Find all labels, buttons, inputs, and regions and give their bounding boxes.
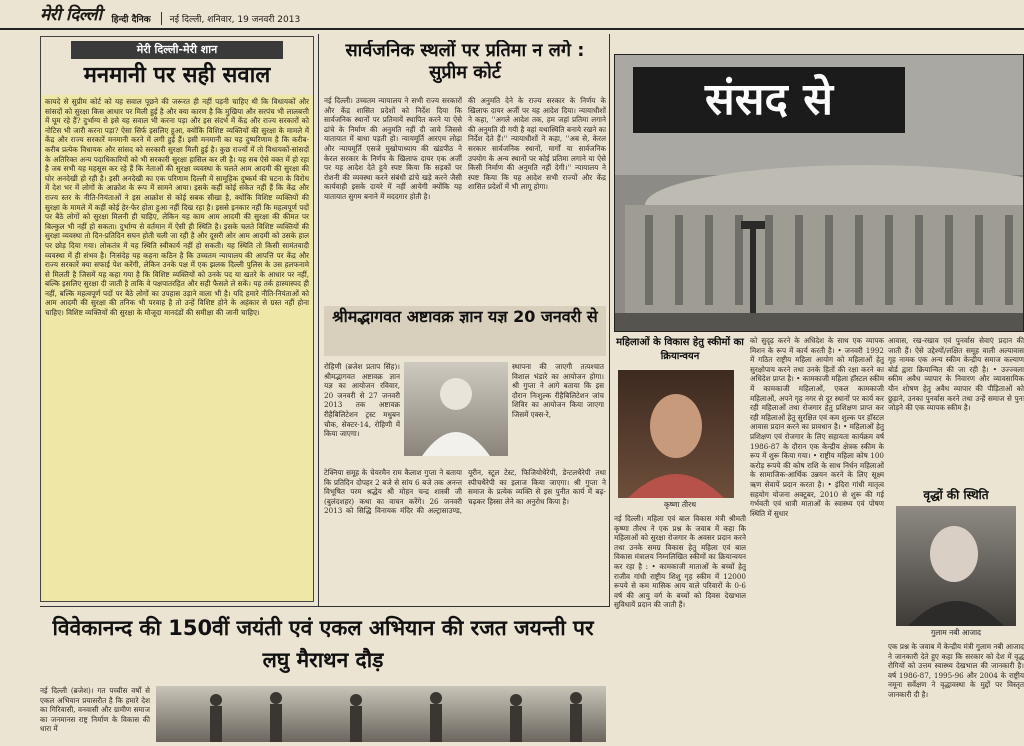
left-story	[40, 36, 314, 602]
section-rule	[40, 606, 610, 607]
bottom-story-headline: विवेकानन्द की 150वीं जयंती एवं एकल अभियान की रजत जयन्ती पर लघु मैराथन दौड़	[52, 616, 594, 672]
ghulam-nabi-azad-photo	[896, 506, 1016, 626]
sansad-banner-title: संसद से	[633, 67, 905, 133]
person-photo-icon	[404, 362, 508, 456]
elderly-headline: वृद्धों की स्थिति	[923, 488, 989, 502]
elderly-intro: आवास, रख-रखाव एवं पुनर्वास सेवाएं प्रदान की जाती हैं। ऐसे उद्देश्यों/लक्षित समूह वाली अल्पावास गृह नामक एक अन्य स्कीम केन्द्रीय समाज कल्याण बोर्ड द्वारा क्रियान्वित की जा रही है। • उज्ज्वला स्कीम अवैध व्यापार के निवारण और व्यावसायिक यौन शोषण हेतु अवैध व्यापार की पीड़िताओं को छुड़ाने, उनका पुनर्वास करने तथा उन्हें समाज से पुनः जोड़ने की एक व्यापक स्कीम है।	[888, 336, 1024, 413]
left-story-body: कायदे से सुप्रीम कोर्ट को यह सवाल पूछने की जरूरत ही नहीं पड़नी चाहिए थी कि विधायकों और सांसदों को सुरक्षा किस आधार पर मिली हुई है और क्या कारण है कि मुखिया और सरपंच भी लालबत्ती में घूम रहे हैं? दुर्भाग्य से इसे यह सवाल भी करना पड़ा और इस संदर्भ में केंद्र और राज्य सरकारों को नोटिस भी जारी करना पड़ा? ऐसा सिर्फ इसलिए हुआ, क्योंकि विशिष्ट व्यक्तियों की सुरक्षा के मामले में केंद्र और राज्य सरकारें मनमानी करने में लगी हुई हैं। इसी मनमानी का यह दुष्परिणाम है कि करीब-करीब प्रत्येक विधायक और सांसद को सरकारी सुरक्षा मिली हुई है। कुछ राज्यों में तो विधायकों-सांसदों के अतिरिक्त अन्य पदाधिकारियों को भी सरकारी सुरक्षा हासिल कर ली है। यह सब ऐसे वक्त में हो रहा है जब सभी यह महसूस कर रहे हैं कि नेताओं की सुरक्षा व्यवस्था के चलते आम आदमी की सुरक्षा की घोर अनदेखी हो रही है। इसी अनदेखी का एक परिणाम दिल्ली में सामूहिक दुष्कर्म की घटना के विरोध में देश भर में लोगों के आक्रोश के रूप में सामने आया। इसके कहीं कोई संकेत नहीं हैं कि केंद्र और राज्य स्तर के नीति-नियंताओं ने इस आक्रोश से कोई सबक सीखा है, क्योंकि विशिष्ट व्यक्तियों की सुरक्षा के मामले में कहीं कोई हेर-फेर होता हुआ नहीं दिख रहा है। इससे इनकार नहीं कि महत्वपूर्ण पदों पर बैठे लोगों को सुरक्षा मिलनी ही चाहिए, लेकिन यह काम आम आदमी की सुरक्षा की कीमत पर बिल्कुल भी नहीं हो सकता। दुर्भाग्य से वर्तमान में ऐसी ही स्थिति है। इसके चलते विशिष्ट व्यक्तियों की सुरक्षा व्यवस्था तो दिन-प्रतिदिन सघन होती चली जा रही है और दूसरी ओर आम आदमी को उसके हाल पर छोड़ दिया गया। लोकतंत्र में यह स्थिति स्वीकार्य नहीं हो सकती। यह स्थिति तो किसी सामंतवादी व्यवस्था में ही संभव है। निःसंदेह यह कहना कठिन है कि उच्चतम न्यायालय की आपत्ति पर केंद्र और राज्य सरकारें क्या सफाई पेश करेंगी, लेकिन उनके पक्ष में एक झलक दिल्ली पुलिस के उस हलफनामे से मिलती है जिसमें यह कहा गया है कि विशिष्ट व्यक्तियों को उनके पद या खतरे के आधार पर नहीं, बल्कि इसलिए सुरक्षा दी जाती है ताकि वे पक्षपातरहित और सही फैसले ले सकें। यह तर्क हास्यास्पद ही नहीं, बल्कि महत्वपूर्ण पदों पर बैठे लोगों का उपहास उड़ाने वाला भी है। यदि हमारे नीति-नियंताओं को आम आदमी की सुरक्षा की तनिक भी परवाह है तो उन्हें विशिष्ट होने के अहंकार से ग्रस्त नहीं होना चाहिए। विशिष्ट व्यक्तियों की सुरक्षा के मौजूदा मानदंडों की समीक्षा की जानी चाहिए।	[41, 95, 313, 601]
person-photo-icon	[618, 370, 734, 498]
krishna-tirath-photo	[618, 370, 734, 498]
column-rule	[318, 34, 319, 606]
marathon-photo	[156, 686, 606, 742]
women-story	[614, 336, 746, 746]
center-story-body-right: की अनुमति देने के राज्य सरकार के निर्णय के खिलाफ दायर अर्जी पर यह आदेश दिया। न्यायाधीशों ने कहा, ''अगले आदेश तक, हम जहां प्रतिमा लगाने की अनुमति दी गयी है वहां यथास्थिति बनाये रखने का निर्देश देते हैं।'' न्यायाधीशों ने कहा, ''अब से, केरल सरकार सार्वजनिक स्थानों, मार्गों या सार्वजनिक उपयोग के अन्य स्थानों पर कोई प्रतिमा लगाने या ऐसे किसी निर्माण की अनुमति नहीं देगी।'' न्यायालय ने स्पष्ट किया कि यह आदेश सभी राज्यों और केंद्र शासित प्रदेशों में भी लागू होगा।	[468, 96, 606, 192]
bottom-story-body: नई दिल्ली (ब्रजेश)। गत पच्चीस वर्षों से एकल अभियान प्रयासरीत है कि हमारे देश का गिरिवासी, वनवासी और ग्रामीण समाज का जनमानस राष्ट्र निर्माण के विकास की धारा में	[40, 686, 150, 734]
yagya-body-left: रोहिणी (ब्रजेश प्रताप सिंह)। श्रीमद्भागवत अष्टावक्र ज्ञान यज्ञ का आयोजन रविवार, 20 जनवरी से 27 जनवरी 2013 तक अष्टावक्र रीहैबिलिटेशन ट्रस्ट मधुबन चौक, सेक्टर-14, रोहिणी में किया जाएगा।	[324, 362, 400, 439]
masthead-dateline: नई दिल्ली, शनिवार, 19 जनवरी 2013	[161, 12, 301, 25]
masthead	[0, 0, 1024, 30]
elderly-photo-caption: गुलाम नबी आजाद	[930, 628, 982, 637]
person-photo-icon	[896, 506, 1016, 626]
yagya-headline: श्रीमद्भागवत अष्टावक्र ज्ञान यज्ञ 20 जनवरी से	[324, 306, 606, 356]
women-story-body: नई दिल्ली। महिला एवं बाल विकास मंत्री श्रीमती कृष्णा तीरथ ने एक प्रश्न के जवाब में कहा कि महिलाओं को सुरक्षा रोजगार के अवसर प्रदान करने तथा उनके समग्र विकास हेतु महिला एवं बाल विकास मंत्रालय निम्नलिखित स्कीमों का क्रियान्वयन कर रहा है : • कामकाजी माताओं के बच्चों हेतु राजीव गांधी राष्ट्रीय शिशु गृह स्कीम में 12000 रूपये से कम मासिक आय वाले परिवारों के 0-6 वर्ष की आयु वर्ग के बच्चों को दिवस देखभाल सुविधायें प्रदान की जाती हैं।	[614, 514, 746, 610]
women-story-body-right: को सुदृढ़ करने के अधिदेश के साथ एक व्यापक मिशन के रूप में कार्य करती है। • जनवरी 1992 में गठित राष्ट्रीय महिला आयोग को महिलाओं हेतु सुरक्षोपाय करने तथा उनके हितों की रक्षा करने का अधिदेश प्राप्त है। • कामकाजी महिला हॉस्टल स्कीम में कामकाजी महिलाओं, एकल कामकाजी महिलाओं, अपने गृह नगर से दूर स्थानों पर कार्य कर रही महिलाओं तथा रोजगार हेतु प्रशिक्षण प्राप्त कर रही महिलाओं हेतु सुरक्षित एवं कम शुल्क पर हॉस्टल आवास प्रदान करने का प्रावधान है। • महिलाओं हेतु प्रशिक्षण एवं रोजगार के लिए सहायता कार्यक्रम वर्ष 1986-87 के दौरान एक केन्द्रीय क्षेत्रक स्कीम के रूप में शुरू किया गया। • राष्ट्रीय महिला कोष 100 करोड़ रूपये की कोष राशि के साथ निर्धन महिलाओं के सामाजिक-आर्थिक उन्नयन करने के लिए सूक्ष्म ऋण सेवायें प्रदान करता है। • इंदिरा गांधी मातृत्व सहयोग योजना अक्टूबर, 2010 से शुरू की गई गर्भवती एवं धात्री माताओं के स्वास्थ्य एवं पोषण स्थिति में सुधार	[750, 336, 884, 518]
yagya-speaker-photo	[404, 362, 508, 456]
yagya-story	[324, 306, 606, 604]
column-rule	[609, 34, 610, 606]
bottom-story	[40, 612, 606, 746]
left-story-headline: मनमानी पर सही सवाल	[83, 63, 271, 88]
center-story-body-left: नई दिल्ली। उच्चतम न्यायालय ने सभी राज्य सरकारों और केंद्र शासित प्रदेशों को निर्देश दिया कि सार्वजनिक स्थानों पर प्रतिमायें स्थापित करने या ऐसे ढांचे के निर्माण की अनुमति नहीं दी जाये जिससे यातायात में बाधा पड़ती हो। न्यायमूर्ति आरएम लोढ़ा और न्यायमूर्ति एसजे मुखोपाध्याय की खंडपीठ ने केरल सरकार के निर्णय के खिलाफ दायर एक अर्जी पर यह आदेश देते हुये स्पष्ट किया कि सड़कों पर रोशनी की व्यवस्था करने संबंधी ढांचे खड़े करने जैसी कार्यवाही इसके दायरे में नहीं आयेगी क्योंकि यह यातायात सुगम बनाने में मददगार होती है।	[324, 96, 462, 201]
masthead-section: हिन्दी दैनिक	[111, 15, 151, 25]
center-story	[324, 40, 606, 302]
elderly-body: एक प्रश्न के जवाब में केन्द्रीय मंत्री गुलाम नबी आजाद ने जानकारी देते हुए कहा कि सरकार को देश में वृद्ध रोगियों को उत्तम स्वास्थ्य देखभाल की जानकारी है। वर्ष 1986-87, 1995-96 और 2004 के राष्ट्रीय नमूना सर्वेक्षण ने वृद्धावस्था के मुद्दों पर विस्तृत जानकारी दी है।	[888, 642, 1024, 699]
women-story-headline: महिलाओं के विकास हेतु स्कीमों का क्रियान्वयन	[616, 337, 744, 362]
masthead-logo: मेरी दिल्ली	[40, 5, 102, 25]
center-story-headline: सार्वजनिक स्थलों पर प्रतिमा न लगे : सुप्रीम कोर्ट	[345, 40, 585, 83]
runners-photo-icon	[156, 686, 606, 742]
yagya-body-right: स्थापना की जाएगी तत्पश्चात विशाल भंडारे का आयोजन होगा। श्री गुप्ता ने आगे बताया कि इस दौरान निःशुल्क रीहैबिलिटेशन जांच शिविर का आयोजन किया जाएगा जिसमें एक्स-रे,	[512, 362, 604, 419]
sansad-banner	[614, 54, 1024, 332]
yagya-body-bottom: टेक्निया समूह के चेयरमैन राम कैलाश गुप्ता ने बताया कि प्रतिदिन दोपहर 2 बजे से सांय 6 बजे तक अनन्त विभूषित परम श्रद्धेय श्री मोहन चन्द्र शास्त्री जी (बुलंदशहर) कथा का वाचन करेंगे। 26 जनवरी 2013 को सिद्धि विनायक मंदिर की अल्ट्रासाउण्ड, यूरीन, स्टूल टेस्ट, फिजियोथैरेपी, डेन्टलथैरेपी तथा स्पीचथैरेपी का इलाज किया जाएगा। श्री गुप्ता ने समाज के प्रत्येक व्यक्ति से इस पुनीत कार्य में बढ़-चढ़कर हिस्सा लेने का अनुरोध किया है।	[324, 468, 606, 516]
elderly-story	[888, 336, 1024, 746]
women-photo-caption: कृष्णा तीरथ	[663, 500, 696, 509]
column-banner: मेरी दिल्ली-मेरी शान	[71, 41, 283, 59]
